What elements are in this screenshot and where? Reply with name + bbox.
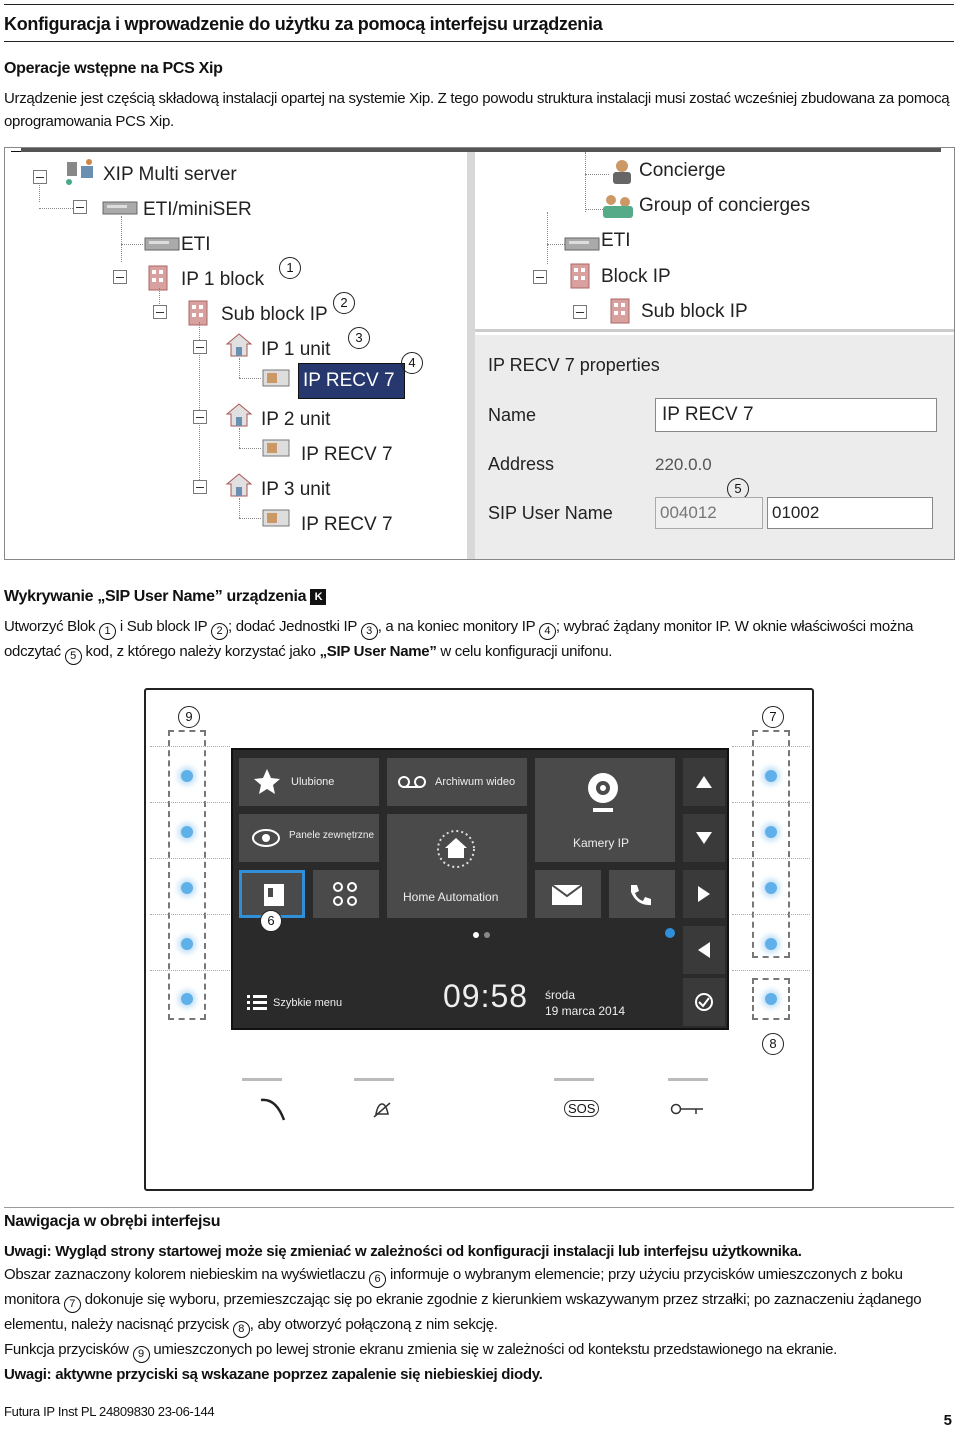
messages-tile[interactable]	[535, 870, 601, 918]
page-dot-active	[473, 932, 479, 938]
left-key-2[interactable]	[181, 826, 193, 838]
voicemail-icon	[397, 774, 427, 790]
sip-user-field[interactable]: 01002	[767, 497, 933, 529]
outdoor-panels-tile[interactable]: Panele zewnętrzne	[239, 814, 379, 862]
envelope-icon	[551, 884, 583, 906]
k-badge: K	[310, 589, 326, 605]
arrow-left-icon	[698, 942, 710, 958]
call-transfer-icon	[627, 882, 655, 908]
section-heading-navigation: Nawigacja w obrębi interfejsu	[4, 1213, 221, 1230]
right-tree-panel	[475, 152, 955, 332]
page-title: Konfiguracja i wprowadzenie do użytku za pomocą interfejsu urządzenia	[4, 14, 603, 34]
left-arrow-key[interactable]	[765, 938, 777, 950]
page-dot	[484, 932, 490, 938]
callout-4: 4	[401, 352, 423, 374]
arrow-up-icon	[696, 776, 712, 788]
right-keys-highlight	[752, 730, 790, 958]
monitor-icon	[261, 506, 291, 530]
intercom-tile[interactable]	[313, 870, 379, 918]
eti-device-icon	[101, 196, 139, 218]
ip-cameras-tile[interactable]: Kamery IP	[535, 758, 675, 862]
tree-eti-miniser[interactable]: ETI/miniSER	[143, 199, 252, 220]
concierge-icon	[609, 158, 635, 186]
list-menu-icon	[247, 994, 267, 1010]
address-book-icon	[262, 883, 286, 907]
section-body-pcs: Urządzenie jest częścią składową instalacji opartej na systemie Xip. Z tego powodu struktura instalacji musi zostać wcześniej zbudowana za pomocą oprogramowania PCS Xip.	[4, 90, 950, 130]
section-rule	[4, 1207, 954, 1208]
title-rule	[4, 41, 954, 42]
collapse-toggle[interactable]	[193, 480, 207, 494]
collapse-toggle[interactable]	[533, 270, 547, 284]
collapse-toggle[interactable]	[33, 170, 47, 184]
callout-7: 7	[762, 706, 784, 728]
video-archive-tile[interactable]: Archiwum wideo	[387, 758, 527, 806]
monitor-device	[144, 688, 814, 1191]
callout-5: 5	[727, 478, 749, 500]
callout-6: 6	[260, 910, 282, 932]
collapse-toggle[interactable]	[153, 305, 167, 319]
key-mark	[354, 1078, 394, 1081]
callout-1: 1	[279, 257, 301, 279]
confirm-tile[interactable]	[683, 978, 725, 1026]
arrow-right-icon	[698, 886, 710, 902]
monitor-icon	[261, 436, 291, 460]
callout-9: 9	[178, 706, 200, 728]
monitor-icon	[261, 366, 291, 390]
scroll-right-tile[interactable]	[683, 870, 725, 918]
tree-eti[interactable]: ETI	[181, 234, 211, 255]
star-icon	[253, 768, 281, 796]
collapse-toggle[interactable]	[193, 410, 207, 424]
tree-ip1-unit[interactable]: IP 1 unit	[261, 339, 331, 360]
left-key-4[interactable]	[181, 938, 193, 950]
eti-device-icon	[143, 232, 181, 254]
tree-eti-right[interactable]: ETI	[601, 230, 631, 251]
sip-prefix-field: 004012	[655, 497, 763, 529]
address-label: Address	[488, 454, 555, 474]
bell-mute-icon[interactable]	[372, 1100, 392, 1120]
tree-recv-selected: IP RECV 7	[303, 370, 395, 391]
status-check-icon	[665, 928, 675, 938]
touch-screen	[231, 748, 729, 1030]
section-heading-sip: Wykrywanie „SIP User Name” urządzenia K	[4, 585, 326, 608]
ok-key[interactable]	[765, 993, 777, 1005]
right-key[interactable]	[765, 882, 777, 894]
clock-time: 09:58	[443, 978, 529, 1014]
home-icon	[435, 828, 477, 870]
down-key[interactable]	[765, 826, 777, 838]
panel-divider[interactable]	[467, 152, 475, 560]
concierge-group-icon	[601, 192, 635, 220]
left-key-1[interactable]	[181, 770, 193, 782]
building-block-icon	[145, 264, 171, 292]
handset-icon[interactable]	[258, 1096, 288, 1124]
name-field[interactable]: IP RECV 7	[655, 398, 937, 432]
note-startpage: Uwagi: Wygląd strony startowej może się zmieniać w zależności od konfiguracji instalacji lub interfejsu użytkownika.	[4, 1243, 802, 1260]
grid-apps-icon	[331, 880, 359, 908]
callout-3: 3	[348, 327, 370, 349]
pcs-xip-tree-figure	[4, 147, 955, 560]
house-unit-icon	[225, 472, 253, 498]
left-key-3[interactable]	[181, 882, 193, 894]
sos-icon[interactable]: SOS	[564, 1100, 599, 1117]
call-forward-tile[interactable]	[609, 870, 675, 918]
building-block-icon	[607, 297, 633, 325]
check-circle-icon	[694, 992, 714, 1012]
eti-device-icon	[563, 232, 601, 254]
collapse-toggle[interactable]	[193, 340, 207, 354]
tree-block-ip[interactable]: Block IP	[601, 266, 671, 287]
navigation-body: Obszar zaznaczony kolorem niebieskim na wyświetlaczu 6 informuje o wybranym elemencie; przy użyciu przycisków umieszczonych z boku monitora 7 dokonuje się wyboru, przemieszczając się po ekranie zgodnie z kierunkiem wskazywanym przez strzałki; po zaznaczeniu żądanego elementu, należy nacisnąć przycisk 8 , aby otworzyć połączoną z nim sekcję. Funkcja przycisków 9 umieszczonych po lewej stronie ekranu zmienia się w zależności od kontekstu przedstawionego na ekranie. Uwagi: aktywne przyciski są wskazane poprzez zapalenie się niebieskiej diody.	[4, 1266, 922, 1383]
key-mark	[242, 1078, 282, 1081]
house-unit-icon	[225, 402, 253, 428]
footer-doc-id: Futura IP Inst PL 24809830 23-06-144	[4, 1404, 215, 1419]
page-number: 5	[943, 1412, 952, 1429]
up-key[interactable]	[765, 770, 777, 782]
name-label: Name	[488, 405, 537, 425]
collapse-toggle[interactable]	[113, 270, 127, 284]
arrow-down-icon	[696, 832, 712, 844]
sip-label: SIP User Name	[488, 503, 613, 523]
collapse-toggle[interactable]	[73, 200, 87, 214]
key-mark	[554, 1078, 594, 1081]
tree-sub-block[interactable]: Sub block IP	[221, 304, 328, 325]
section-body-sip: Utworzyć Blok 1 i Sub block IP 2 ; dodać Jednostki IP 3 , a na koniec monitory IP 4 ; wybrać żądany monitor IP. W oknie właściwości można odczytać 5 kod, z którego należy korzystać jako „SIP User Name” w celu konfiguracji unifonu.	[4, 615, 956, 665]
favorites-tile[interactable]: Ulubione	[239, 758, 379, 806]
quick-menu-button[interactable]: Szybkie menu	[239, 978, 379, 1026]
scroll-up-tile[interactable]	[683, 758, 725, 806]
left-key-5[interactable]	[181, 993, 193, 1005]
callout-8: 8	[762, 1033, 784, 1055]
building-block-icon	[185, 299, 211, 327]
properties-panel	[475, 335, 955, 560]
tree-concierge[interactable]: Concierge	[639, 160, 726, 181]
webcam-icon	[583, 770, 623, 816]
callout-2: 2	[333, 292, 355, 314]
tree-ip1-block[interactable]: IP 1 block	[181, 269, 265, 290]
key-icon[interactable]	[670, 1102, 704, 1116]
scroll-down-tile[interactable]	[683, 814, 725, 862]
scroll-left-tile[interactable]	[683, 926, 725, 974]
top-rule	[4, 4, 954, 5]
home-automation-tile[interactable]: Home Automation	[387, 814, 527, 918]
eye-icon	[251, 828, 281, 848]
left-tree-panel	[5, 152, 467, 560]
tree-recv3[interactable]: IP RECV 7	[301, 514, 393, 535]
building-block-icon	[567, 262, 593, 290]
key-mark	[668, 1078, 708, 1081]
tree-ip3-unit[interactable]: IP 3 unit	[261, 479, 331, 500]
collapse-toggle[interactable]	[573, 305, 587, 319]
tree-ip2-unit[interactable]: IP 2 unit	[261, 409, 331, 430]
selected-recv-highlight[interactable]	[298, 363, 405, 399]
tree-subblock-right[interactable]: Sub block IP	[641, 301, 748, 322]
house-unit-icon	[225, 332, 253, 358]
section-heading-pcs: Operacje wstępne na PCS Xip	[4, 60, 223, 77]
clock-day: środa	[545, 988, 576, 1002]
properties-title: IP RECV 7 properties	[488, 355, 660, 375]
tree-group-concierges[interactable]: Group of concierges	[639, 195, 811, 216]
clock-date: 19 marca 2014	[545, 1004, 626, 1018]
network-server-icon	[63, 158, 97, 188]
address-value: 220.0.0	[655, 455, 712, 474]
tree-root[interactable]: XIP Multi server	[103, 164, 237, 185]
tree-recv2[interactable]: IP RECV 7	[301, 444, 393, 465]
